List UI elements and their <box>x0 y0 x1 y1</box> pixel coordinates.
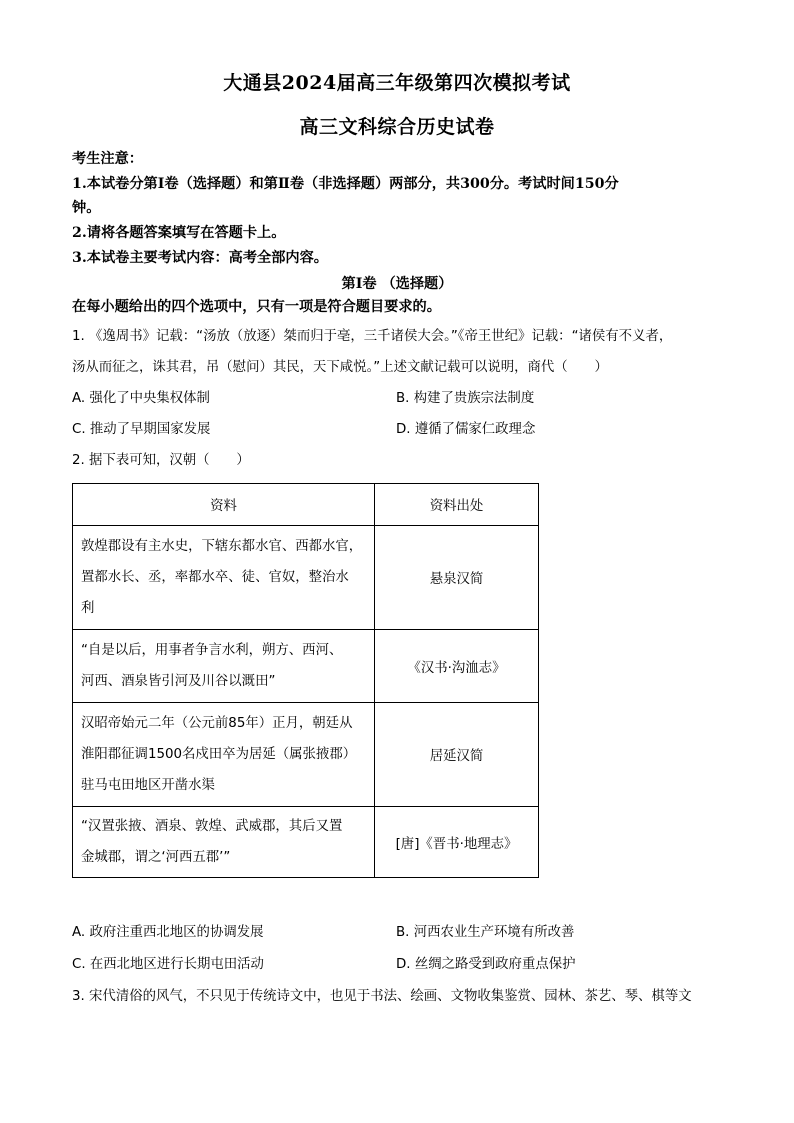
q2-stem: 2. 据下表可知，汉朝（ ） <box>72 453 250 468</box>
table-row <box>73 703 539 807</box>
material-line: 汉昭帝始元二年（公元前85年）正月，朝廷从 <box>81 716 353 731</box>
q1-stem-line2: 汤从而征之，诛其君，吊（慰问）其民，天下咸悦。”上述文献记载可以说明，商代（ ） <box>72 360 608 375</box>
q2-source-table <box>72 483 539 878</box>
notice-item-2: 2.请将各题答案填写在答题卡上。 <box>72 225 286 241</box>
material-line: “自是以后，用事者争言水利，朔方、西河、 <box>81 643 343 658</box>
q1-stem-line1: 1. 《逸周书》记载：“汤放（放逐）桀而归于亳，三千诸侯大会。”《帝王世纪》记载：“诸侯有不义者， <box>72 329 673 344</box>
material-line: 敦煌郡设有主水史，下辖东都水官、西都水官， <box>81 539 363 554</box>
section-title: 第Ⅰ卷 （选择题） <box>341 276 453 292</box>
table-cell-material <box>73 703 375 807</box>
exam-title: 大通县2024届高三年级第四次模拟考试 <box>223 72 571 94</box>
material-line: 河西、酒泉皆引河及川谷以溉田” <box>81 674 276 689</box>
q2-option-b[interactable]: B. 河西农业生产环境有所改善 <box>396 925 575 940</box>
q1-option-b[interactable]: B. 构建了贵族宗法制度 <box>396 391 535 406</box>
q2-option-c[interactable]: C. 在西北地区进行长期屯田活动 <box>72 957 264 972</box>
q2-option-d[interactable]: D. 丝绸之路受到政府重点保护 <box>396 957 576 972</box>
notice-item-1: 1.本试卷分第Ⅰ卷（选择题）和第Ⅱ卷（非选择题）两部分，共300分。考试时间150分 <box>72 176 619 192</box>
table-cell-material <box>73 526 375 630</box>
table-header-source: 资料出处 <box>375 484 539 526</box>
table-cell-source: 《汉书·沟洫志》 <box>375 630 539 703</box>
exam-subtitle: 高三文科综合历史试卷 <box>299 116 495 138</box>
table-cell-source: [唐]《晋书·地理志》 <box>375 807 539 878</box>
notice-item-1-cont: 钟。 <box>72 200 101 216</box>
table-row <box>73 526 539 630</box>
q1-option-d[interactable]: D. 遵循了儒家仁政理念 <box>396 422 536 437</box>
q1-option-a[interactable]: A. 强化了中央集权体制 <box>72 391 210 406</box>
material-line: 淮阳郡征调1500名戍田卒为居延（属张掖郡） <box>81 747 357 762</box>
material-line: “汉置张掖、酒泉、敦煌、武威郡，其后又置 <box>81 819 343 834</box>
q2-option-a[interactable]: A. 政府注重西北地区的协调发展 <box>72 925 264 940</box>
table-cell-source: 悬泉汉简 <box>375 526 539 630</box>
table-cell-source: 居延汉简 <box>375 703 539 807</box>
material-line: 置都水长、丞，率都水卒、徒、官奴，整治水 <box>81 570 349 585</box>
table-cell-material <box>73 807 375 878</box>
q1-option-c[interactable]: C. 推动了早期国家发展 <box>72 422 211 437</box>
table-row <box>73 807 539 878</box>
q3-stem-line1: 3. 宋代清俗的风气，不只见于传统诗文中，也见于书法、绘画、文物收集鉴赏、园林、茶艺、琴、棋等文 <box>72 989 692 1004</box>
section-instruction: 在每小题给出的四个选项中，只有一项是符合题目要求的。 <box>72 299 441 315</box>
material-line: 驻马屯田地区开凿水渠 <box>81 778 215 793</box>
table-header-material: 资料 <box>73 484 375 526</box>
table-cell-material <box>73 630 375 703</box>
material-line: 金城郡，谓之‘河西五郡’” <box>81 850 231 865</box>
notice-item-3: 3.本试卷主要考试内容：高考全部内容。 <box>72 250 328 266</box>
table-header-row <box>73 484 539 526</box>
table-row <box>73 630 539 703</box>
notice-heading: 考生注意： <box>72 151 143 167</box>
material-line: 利 <box>81 601 95 616</box>
